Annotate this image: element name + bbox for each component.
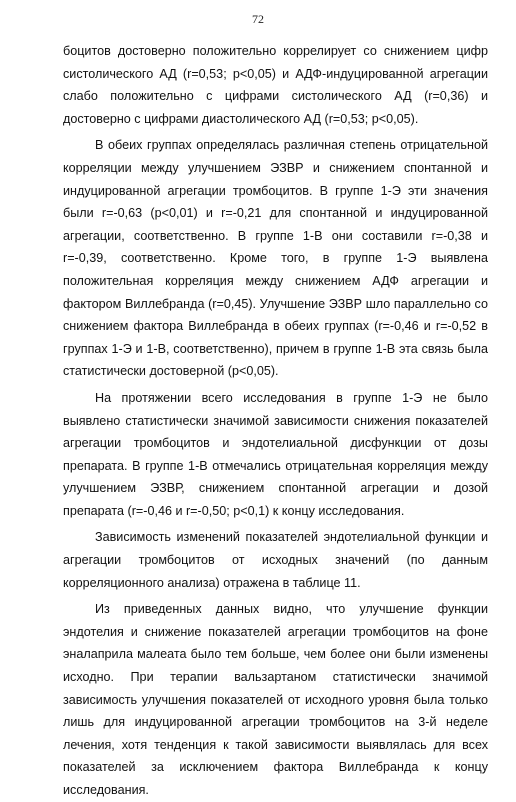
page-number: 72	[252, 12, 264, 26]
paragraph-continuation: боцитов достоверно положительно коррелирует со снижением цифр систолического АД (r=0,53; p<0,05) и АДФ-индуцированной агрегации слабо положительно с цифрами систолического АД (r=0,36) и достоверно с цифрами диастолического АД (r=0,53; p<0,05).	[63, 44, 488, 126]
paragraph-dose-dependence: На протяжении всего исследования в группе 1-Э не было выявлено статистически значимой зависимости снижения показателей агрегации тромбоцитов и эндотелиальной дисфункции от дозы препарата. В группе 1-В отмечались отрицательная корреляция между улучшением ЭЗВР, снижением спонтанной агрегации и дозой препарата (r=-0,46 и r=-0,50; p<0,1) к концу исследования.	[63, 390, 488, 518]
paragraph-conclusion: Из приведенных данных видно, что улучшение функции эндотелия и снижение показателей агрегации тромбоцитов на фоне эналаприла малеата было тем больше, чем более они были изменены исходно. При терапии вальзартаном статистически значимой зависимость улучшения показателей от исходного уровня была только лишь для индуцированной агрегации тромбоцитов на 3-й неделе лечения, хотя тенденция к такой зависимости выявлялась для всех показателей за исключением фактора Виллебранда к концу исследования.	[63, 602, 488, 797]
paragraph-correlation-groups: В обеих группах определялась различная степень отрицательной корреляции между улучшением ЭЗВР и снижением спонтанной и индуцированной агрегации тромбоцитов. В группе 1-Э эти значения были r=-0,63 (p<0,01) и r=-0,21 для спонтанной и индуцированной агрегации, соответственно. В группе 1-В они составили r=-0,38 и r=-0,39, соответственно. Кроме того, в группе 1-Э выявлена положительная корреляция между снижением АДФ агрегации и фактором Виллебранда (r=0,45). Улучшение ЭЗВР шло параллельно со снижением фактора Виллебранда в обеих группах (r=-0,46 и r=-0,52 в группах 1-Э и 1-В, соответственно), причем в группе 1-В эта связь была статистически достоверной (p<0,05).	[63, 138, 488, 379]
paragraph-table-reference: Зависимость изменений показателей эндотелиальной функции и агрегации тромбоцитов от исходных значений (по данным корреляционного анализа) отражена в таблице 11.	[63, 530, 488, 590]
document-body	[63, 40, 488, 802]
